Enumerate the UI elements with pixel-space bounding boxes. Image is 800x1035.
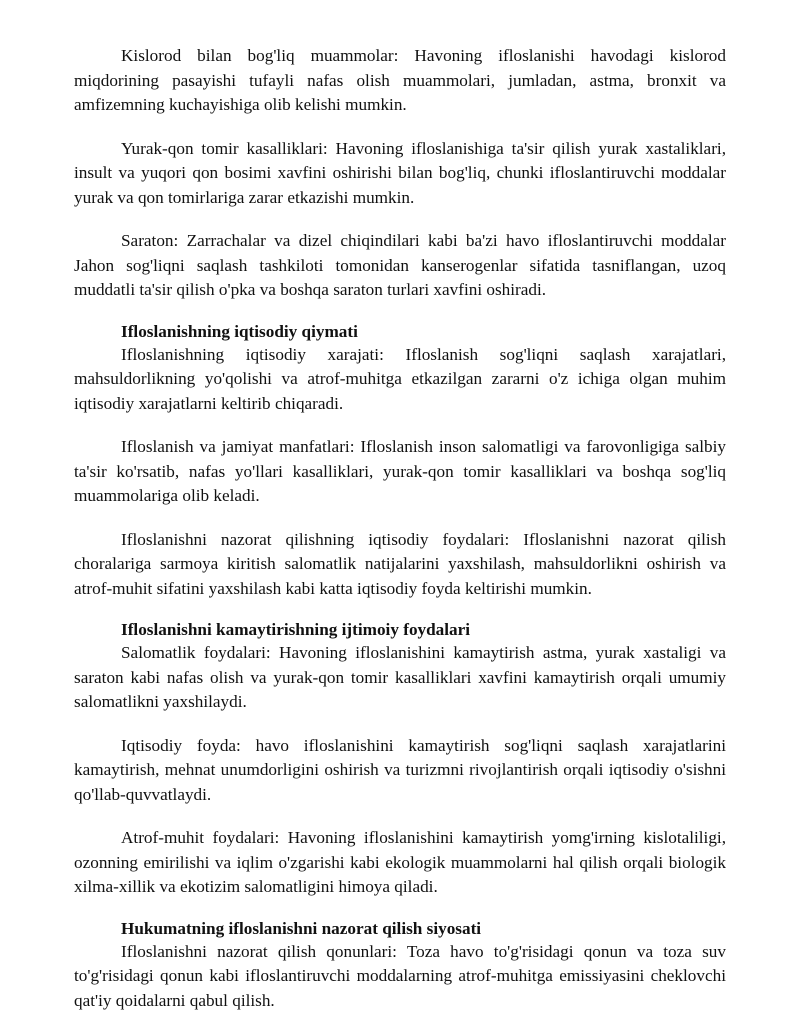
section-heading: Ifloslanishni kamaytirishning ijtimoiy foydalari — [121, 620, 471, 639]
paragraph-control-benefits: Ifloslanishni nazorat qilishning iqtisodiy foydalari: Ifloslanishni nazorat qilish choralariga sarmoya kiritish salomatlik natijalarini yaxshilash, mahsuldorlikni oshirish va atrof-muhit sifatini yaxshilash kabi katta iqtisodiy foyda keltirishi mumkin. — [74, 529, 726, 598]
section-heading: Ifloslanishning iqtisodiy qiymati — [121, 321, 358, 341]
paragraph-health-benefits: Salomatlik foydalari: Havoning ifloslanishini kamaytirish astma, yurak xastaligi va saraton kabi nafas olish va yurak-qon tomir kasalliklari xavfini kamaytirish orqali umumiy salomatlikni yaxshilaydi. — [74, 643, 726, 711]
paragraph-society-interests: Ifloslanish va jamiyat manfatlari: Ifloslanish inson salomatligi va farovonligiga salbiy ta'sir ko'rsatib, nafas yo'llari kasalliklari, yurak-qon tomir kasalliklari va boshqa sog'liq muammolariga olib keladi. — [74, 437, 726, 505]
paragraph-economic-cost: Ifloslanishning iqtisodiy xarajati: Ifloslanish sog'liqni saqlash xarajatlari, mahsuldorlikning yo'qolishi va atrof-muhitga etkazilgan zararni o'z ichiga olgan muhim iqtisodiy xarajatlarni keltirib chiqaradi. — [74, 344, 726, 413]
paragraph-environmental-benefits: Atrof-muhit foydalari: Havoning ifloslanishini kamaytirish yomg'irning kislotaliligi, ozonning emirilishi va iqlim o'zgarishi kabi ekologik muammolarni hal qilish orqali biologik xilma-xillik va ekotizim salomatligini himoya qiladi. — [74, 828, 726, 896]
economic-cost-section — [74, 321, 726, 602]
paragraph-control-laws: Ifloslanishni nazorat qilish qonunlari: Toza havo to'g'risidagi qonun va toza suv to'g'risidagi qonun kabi ifloslantiruvchi moddalarning atrof-muhitga emissiyasini cheklovchi qat'iy qoidalarni qabul qilish. — [74, 941, 726, 1010]
social-benefits-section — [74, 619, 726, 900]
paragraph-cancer: Saraton: Zarrachalar va dizel chiqindilari kabi ba'zi havo ifloslantiruvchi moddalar Jahon sog'liqni saqlash tashkiloti tomonidan kanserogenlar sifatida tasniflangan, uzoq muddatli ta'sir qilish o'pka va boshqa saraton turlari xavfini oshiradi. — [74, 231, 726, 299]
government-policy-section — [74, 918, 726, 1014]
health-effects-section — [74, 44, 726, 303]
paragraph-economic-benefit: Iqtisodiy foyda: havo ifloslanishini kamaytirish sog'liqni saqlash xarajatlarini kamaytirish, mehnat unumdorligini oshirish va turizmni rivojlantirish orqali iqtisodiy o'sishni qo'llab-quvvatlaydi. — [74, 735, 726, 804]
document-page — [74, 44, 726, 1028]
paragraph-oxygen-problems: Kislorod bilan bog'liq muammolar: Havoning ifloslanishi havodagi kislorod miqdorining pasayishi tufayli nafas olish muammolari, jumladan, astma, bronxit va amfizemning kuchayishiga olib kelishi mumkin. — [74, 46, 726, 114]
paragraph-cardiovascular: Yurak-qon tomir kasalliklari: Havoning ifloslanishiga ta'sir qilish yurak xastaliklari, insult va yuqori qon bosimi xavfini oshirishi bilan bog'liq, chunki ifloslantiruvchi moddalar yurak va qon tomirlariga zarar etkazishi mumkin. — [74, 138, 726, 207]
section-heading: Hukumatning ifloslanishni nazorat qilish siyosati — [121, 918, 482, 938]
